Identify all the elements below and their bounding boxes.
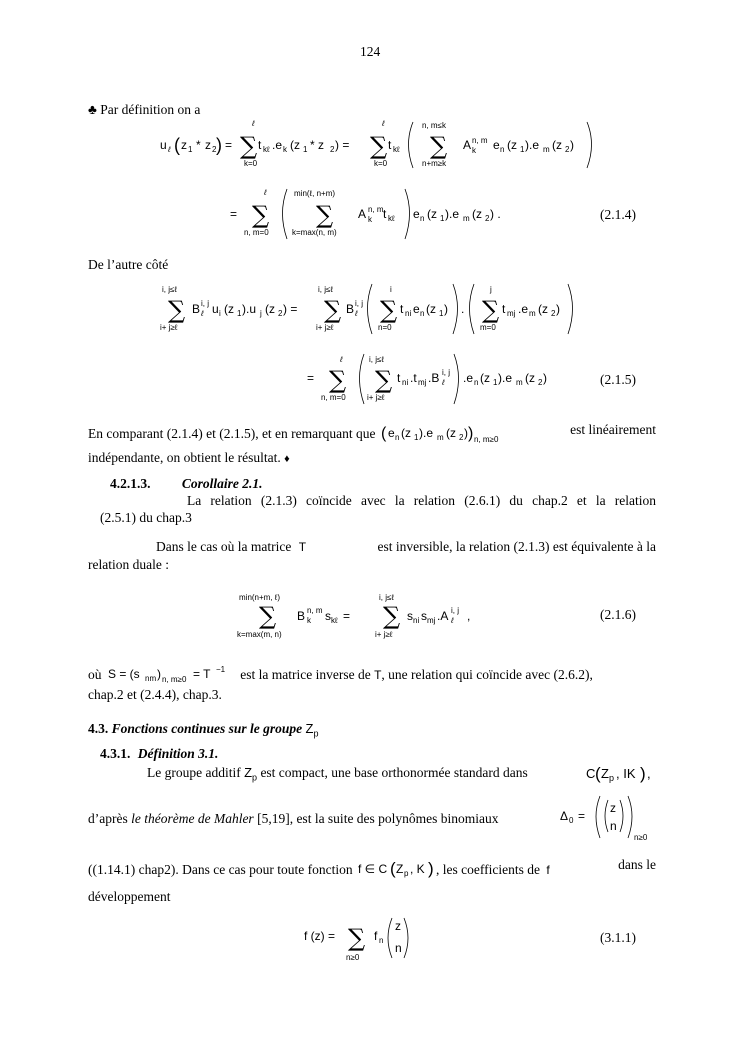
svg-text:k=0: k=0 (374, 159, 388, 168)
svg-text:n≥0: n≥0 (346, 953, 360, 962)
svg-text:kℓ: kℓ (393, 145, 400, 154)
equation-2-1-6 (235, 588, 495, 644)
svg-text:z: z (181, 138, 187, 152)
page-number: 124 (360, 44, 381, 59)
svg-text:n: n (474, 378, 479, 387)
comparison-line-1 (88, 423, 656, 445)
svg-text:(: ( (390, 859, 396, 878)
svg-text:(: ( (380, 425, 387, 442)
corollary-line-2: (2.5.1) du chap.3 (100, 510, 192, 525)
svg-text:m: m (529, 309, 536, 318)
svg-text:).e: ).e (525, 138, 540, 152)
svg-text:p: p (609, 773, 615, 783)
definition-text-function: ((1.14.1) chap2). Dans ce cas pour toute fonction (88, 862, 353, 877)
definition-text-dapres: d’après (88, 811, 128, 826)
svg-text:n, m: n, m (307, 606, 323, 615)
section-title: Fonctions continues sur le groupe (111, 721, 303, 736)
svg-text:ℓ: ℓ (264, 188, 267, 197)
corollary-heading (110, 477, 263, 491)
svg-text:2: 2 (458, 433, 464, 442)
svg-text:s: s (325, 609, 331, 623)
svg-text:ℓ: ℓ (168, 145, 171, 154)
svg-text:): ) (463, 426, 468, 440)
svg-text:).u: ).u (242, 302, 257, 316)
equation-number-3-1-1: (3.1.1) (600, 930, 636, 945)
definition-text-coeff: , les coefficients de (436, 862, 541, 877)
svg-text:i, j≤ℓ: i, j≤ℓ (379, 593, 394, 602)
svg-text:.e: .e (463, 371, 474, 385)
equation-number-2-1-4: (2.1.4) (600, 207, 636, 222)
svg-text:.B: .B (428, 371, 440, 385)
svg-text:n, m≥0: n, m≥0 (161, 675, 187, 684)
svg-text:.: . (461, 302, 465, 316)
svg-text:* z: * z (310, 138, 325, 152)
svg-text:n: n (420, 309, 425, 318)
svg-text:C: C (586, 766, 596, 781)
matrix-t: T (298, 540, 307, 554)
svg-text:f (z) =: f (z) = (304, 929, 336, 943)
group-z-letter: Z (305, 721, 314, 736)
svg-text:0: 0 (569, 816, 574, 825)
svg-text:kℓ: kℓ (388, 214, 395, 223)
equation-2-1-5-line-1 (150, 280, 580, 340)
svg-text:2: 2 (278, 309, 283, 318)
svg-text:n, m=0: n, m=0 (321, 393, 346, 402)
equation-2-1-5-line-2 (305, 350, 575, 410)
svg-text:(: ( (595, 764, 601, 783)
svg-text:kℓ: kℓ (331, 616, 338, 625)
svg-text:n, m: n, m (368, 205, 384, 214)
svg-text:B: B (346, 302, 355, 316)
svg-text:k: k (368, 215, 372, 224)
svg-text:=: = (225, 138, 233, 152)
equation-number-2-1-6: (2.1.6) (600, 607, 636, 622)
svg-text:,: , (647, 766, 651, 781)
svg-text:mj: mj (418, 378, 427, 387)
svg-text:∑: ∑ (324, 296, 342, 324)
svg-text:z: z (205, 138, 211, 152)
svg-text:n+m≥k: n+m≥k (422, 159, 447, 168)
svg-text:ℓ: ℓ (355, 309, 358, 318)
section-number: 4.3. (88, 721, 109, 736)
svg-text:): ) (156, 667, 161, 681)
svg-text:m: m (516, 378, 523, 387)
svg-text:): ) (543, 371, 547, 385)
svg-text:n, m: n, m (472, 136, 488, 145)
svg-text:): ) (428, 859, 434, 878)
svg-text:z: z (395, 919, 401, 933)
svg-text:k: k (472, 146, 476, 155)
svg-text:mj: mj (427, 616, 436, 625)
svg-text:) .: ) . (490, 207, 501, 221)
svg-text:(z: (z (400, 426, 411, 440)
svg-text:e: e (387, 426, 395, 440)
comparison-text-b: est linéairement (570, 422, 656, 437)
svg-text:.e: .e (272, 138, 283, 152)
svg-text:s: s (407, 609, 413, 623)
svg-text:∑: ∑ (348, 924, 366, 952)
svg-text:(z: (z (552, 138, 562, 152)
inverse-matrix-formula (105, 664, 237, 686)
svg-text:,: , (467, 609, 471, 623)
inverse-matrix-t: T (374, 668, 382, 682)
definition-text-dans: dans le (618, 857, 656, 872)
svg-text:m: m (543, 145, 550, 154)
svg-text:(z: (z (445, 426, 456, 440)
comparison-line-2-text: indépendante, on obtient le résultat. (88, 450, 281, 465)
function-f: f (546, 863, 550, 877)
svg-text:k=max(m, n): k=max(m, n) (237, 630, 282, 639)
svg-text:2: 2 (330, 145, 335, 154)
intro-text: Par définition on a (100, 102, 201, 117)
svg-text:2: 2 (565, 145, 570, 154)
equation-2-1-4-line-2 (220, 183, 530, 245)
svg-text:p: p (404, 869, 409, 878)
svg-text:i, j≤ℓ: i, j≤ℓ (162, 285, 177, 294)
svg-text:ℓ: ℓ (451, 616, 454, 625)
svg-text:t: t (388, 138, 392, 152)
svg-text:S = (s: S = (s (107, 667, 140, 681)
family-e-n-e-m (379, 423, 519, 445)
svg-text:=: = (307, 371, 315, 385)
svg-text:(z: (z (427, 207, 437, 221)
svg-text:∑: ∑ (316, 201, 334, 229)
svg-text:Δ: Δ (560, 809, 569, 823)
continuous-functions-space (586, 762, 656, 784)
svg-text:kℓ: kℓ (263, 145, 270, 154)
group-z-sub: p (313, 728, 319, 739)
svg-text:(z: (z (472, 207, 482, 221)
svg-text:t: t (400, 302, 404, 316)
svg-text:n: n (379, 936, 384, 945)
svg-text:k: k (283, 145, 287, 154)
svg-text:n: n (395, 941, 402, 955)
club-symbol: ♣ (88, 102, 97, 117)
svg-text:1: 1 (520, 145, 525, 154)
svg-text:.e: .e (518, 302, 529, 316)
svg-text:i: i (219, 309, 221, 318)
svg-text:ℓ: ℓ (340, 355, 343, 364)
svg-text:1: 1 (493, 378, 498, 387)
svg-text:): ) (467, 425, 474, 442)
svg-text:m: m (463, 214, 470, 223)
svg-text:∑: ∑ (482, 296, 500, 324)
corollary-number: 4.2.1.3. (110, 476, 151, 491)
equation-2-1-4-line-1 (150, 114, 610, 174)
svg-text:).e: ).e (498, 371, 513, 385)
svg-text:∑: ∑ (259, 602, 277, 630)
svg-text:2: 2 (212, 145, 217, 154)
svg-text:n: n (420, 214, 425, 223)
equation-3-1-1 (300, 914, 430, 966)
svg-text:∑: ∑ (380, 296, 398, 324)
svg-text:t: t (383, 207, 387, 221)
svg-text:m: m (436, 433, 444, 442)
svg-text:n, m≤k: n, m≤k (422, 121, 446, 130)
svg-text:∑: ∑ (252, 201, 270, 229)
function-membership (356, 858, 436, 880)
svg-text:): ) (556, 302, 560, 316)
svg-text:k=0: k=0 (244, 159, 258, 168)
dual-line-1 (156, 540, 656, 554)
svg-text:e: e (413, 207, 420, 221)
svg-text:(z: (z (265, 302, 275, 316)
svg-text:=: = (578, 809, 586, 823)
svg-text:B: B (192, 302, 201, 316)
svg-text:n: n (500, 145, 505, 154)
svg-text:j: j (490, 285, 492, 294)
svg-text:t: t (397, 371, 401, 385)
diamond-symbol: ♦ (284, 453, 290, 465)
svg-text:t: t (502, 302, 506, 316)
svg-text:ℓ: ℓ (252, 119, 255, 128)
svg-text:(z: (z (290, 138, 300, 152)
svg-text:2: 2 (485, 214, 490, 223)
svg-text:z: z (610, 801, 616, 815)
svg-text:i+ j≥ℓ: i+ j≥ℓ (375, 630, 393, 639)
svg-text:i, j: i, j (442, 368, 450, 377)
svg-text:.t: .t (410, 371, 417, 385)
svg-text:j: j (260, 309, 262, 318)
svg-text:): ) (570, 138, 574, 152)
equation-number-2-1-5: (2.1.5) (600, 372, 636, 387)
svg-text:1: 1 (440, 214, 445, 223)
corollary-line-1: La relation (2.1.3) coïncide avec la relation (2.6.1) du chap.2 et la relation (187, 493, 656, 508)
svg-text:.A: .A (437, 609, 449, 623)
svg-text:1: 1 (303, 145, 308, 154)
svg-text:) =: ) = (335, 138, 350, 152)
svg-text:(z: (z (538, 302, 548, 316)
svg-text:): ) (444, 302, 448, 316)
svg-text:= T: = T (192, 667, 211, 681)
corollary-title: Corollaire 2.1. (181, 476, 263, 491)
svg-text:i+ j≥ℓ: i+ j≥ℓ (160, 323, 178, 332)
svg-text:min(ℓ, n+m): min(ℓ, n+m) (294, 189, 336, 198)
svg-text:(z: (z (525, 371, 535, 385)
svg-text:i, j: i, j (355, 299, 363, 308)
inverse-line-1 (88, 664, 656, 686)
svg-text:(z: (z (426, 302, 436, 316)
svg-text:n≥0: n≥0 (634, 833, 648, 842)
dual-text-a: Dans le cas où la matrice (156, 539, 292, 554)
svg-text:ℓ: ℓ (201, 309, 204, 318)
svg-text:e: e (493, 138, 500, 152)
svg-text:i, j: i, j (201, 299, 209, 308)
svg-text:A: A (463, 138, 472, 152)
comparison-text-a: En comparant (2.1.4) et (2.1.5), et en remarquant que (88, 426, 376, 441)
svg-text:): ) (640, 764, 646, 783)
svg-text:u: u (212, 302, 219, 316)
svg-text:m=0: m=0 (480, 323, 496, 332)
svg-text:∑: ∑ (383, 602, 401, 630)
svg-text:f ∈ C: f ∈ C (358, 862, 388, 876)
svg-text:∑: ∑ (240, 132, 258, 160)
svg-text:1: 1 (413, 433, 419, 442)
svg-text:(z: (z (507, 138, 517, 152)
definition-number: 4.3.1. (100, 746, 131, 761)
definition-text-b: est compact, une base orthonormée standard dans (260, 765, 528, 780)
definition-text-a: Le groupe additif (147, 765, 241, 780)
binomial-polynomials-formula (556, 792, 658, 844)
svg-text:t: t (258, 138, 262, 152)
svg-text:1: 1 (237, 309, 242, 318)
definition-line-1 (147, 766, 656, 783)
svg-text:n: n (394, 433, 400, 442)
svg-text:∑: ∑ (375, 366, 393, 394)
definition-title: Définition 3.1. (137, 746, 219, 761)
svg-text:∑: ∑ (168, 296, 186, 324)
svg-text:=: = (343, 609, 351, 623)
definition-line-3 (88, 858, 656, 880)
svg-text:).e: ).e (445, 207, 460, 221)
inverse-text-a: est la matrice inverse de (240, 667, 371, 682)
svg-text:Z: Z (396, 862, 404, 876)
svg-text:∑: ∑ (430, 132, 448, 160)
svg-text:−1: −1 (215, 665, 225, 674)
svg-text:s: s (421, 609, 427, 623)
definition-line-4: développement (88, 889, 171, 904)
svg-text:ni: ni (405, 309, 412, 318)
svg-text:n, m=0: n, m=0 (244, 228, 269, 237)
svg-text:∑: ∑ (370, 132, 388, 160)
definition-text-binomial: [5,19], est la suite des polynômes binomiaux (257, 811, 499, 826)
svg-text:i+ j≥ℓ: i+ j≥ℓ (367, 393, 385, 402)
svg-text:mj: mj (507, 309, 516, 318)
dual-text-b: est inversible, la relation (2.1.3) est équivalente à la (377, 539, 656, 554)
mahler-theorem: le théorème de Mahler (131, 811, 254, 826)
svg-text:i, j≤ℓ: i, j≤ℓ (318, 285, 333, 294)
svg-text:=: = (230, 207, 238, 221)
svg-text:, IK: , IK (616, 766, 636, 781)
svg-text:k=max(n, m): k=max(n, m) (292, 228, 337, 237)
svg-text:n=0: n=0 (378, 323, 392, 332)
section-heading (88, 722, 319, 739)
comparison-line-2 (88, 451, 290, 465)
svg-text:n: n (610, 819, 617, 833)
inverse-line-2: chap.2 et (2.4.4), chap.3. (88, 687, 222, 702)
svg-text:A: A (358, 207, 367, 221)
inverse-ou: où (88, 667, 102, 682)
svg-text:e: e (413, 302, 420, 316)
svg-text:(z: (z (224, 302, 234, 316)
svg-text:2: 2 (538, 378, 543, 387)
svg-text:i, j≤ℓ: i, j≤ℓ (369, 355, 384, 364)
svg-text:): ) (216, 135, 222, 155)
svg-text:nm: nm (144, 674, 156, 683)
svg-text:k: k (307, 616, 311, 625)
svg-text:f: f (374, 929, 378, 943)
other-side-text: De l’autre côté (88, 257, 169, 272)
svg-text:Z: Z (601, 766, 609, 781)
svg-text:i: i (390, 285, 392, 294)
svg-text:(: ( (174, 135, 180, 155)
svg-text:(z: (z (480, 371, 490, 385)
group-zp-inline: $Z_p$ (244, 765, 258, 783)
svg-text:u: u (160, 138, 167, 152)
svg-text:1: 1 (439, 309, 444, 318)
svg-text:) =: ) = (283, 302, 298, 316)
definition-heading (100, 747, 218, 761)
svg-text:∑: ∑ (329, 366, 347, 394)
svg-text:ni: ni (402, 378, 409, 387)
svg-text:ℓ: ℓ (442, 378, 445, 387)
svg-text:1: 1 (188, 145, 193, 154)
definition-line-2 (88, 812, 499, 826)
svg-text:, K: , K (410, 862, 425, 876)
svg-text:min(n+m, ℓ): min(n+m, ℓ) (239, 593, 281, 602)
svg-text:).e: ).e (418, 426, 433, 440)
svg-text:i+ j≥ℓ: i+ j≥ℓ (316, 323, 334, 332)
svg-text:ni: ni (413, 616, 420, 625)
svg-text:*: * (196, 138, 201, 152)
svg-text:n, m≥0: n, m≥0 (473, 435, 499, 444)
dual-line-2: relation duale : (88, 557, 169, 572)
svg-text:B: B (297, 609, 306, 623)
svg-text:ℓ: ℓ (382, 119, 385, 128)
group-z (305, 721, 319, 739)
inverse-text-b: , une relation qui coïncide avec (2.6.2), (381, 667, 593, 682)
svg-text:i, j: i, j (451, 606, 459, 615)
svg-text:2: 2 (551, 309, 556, 318)
